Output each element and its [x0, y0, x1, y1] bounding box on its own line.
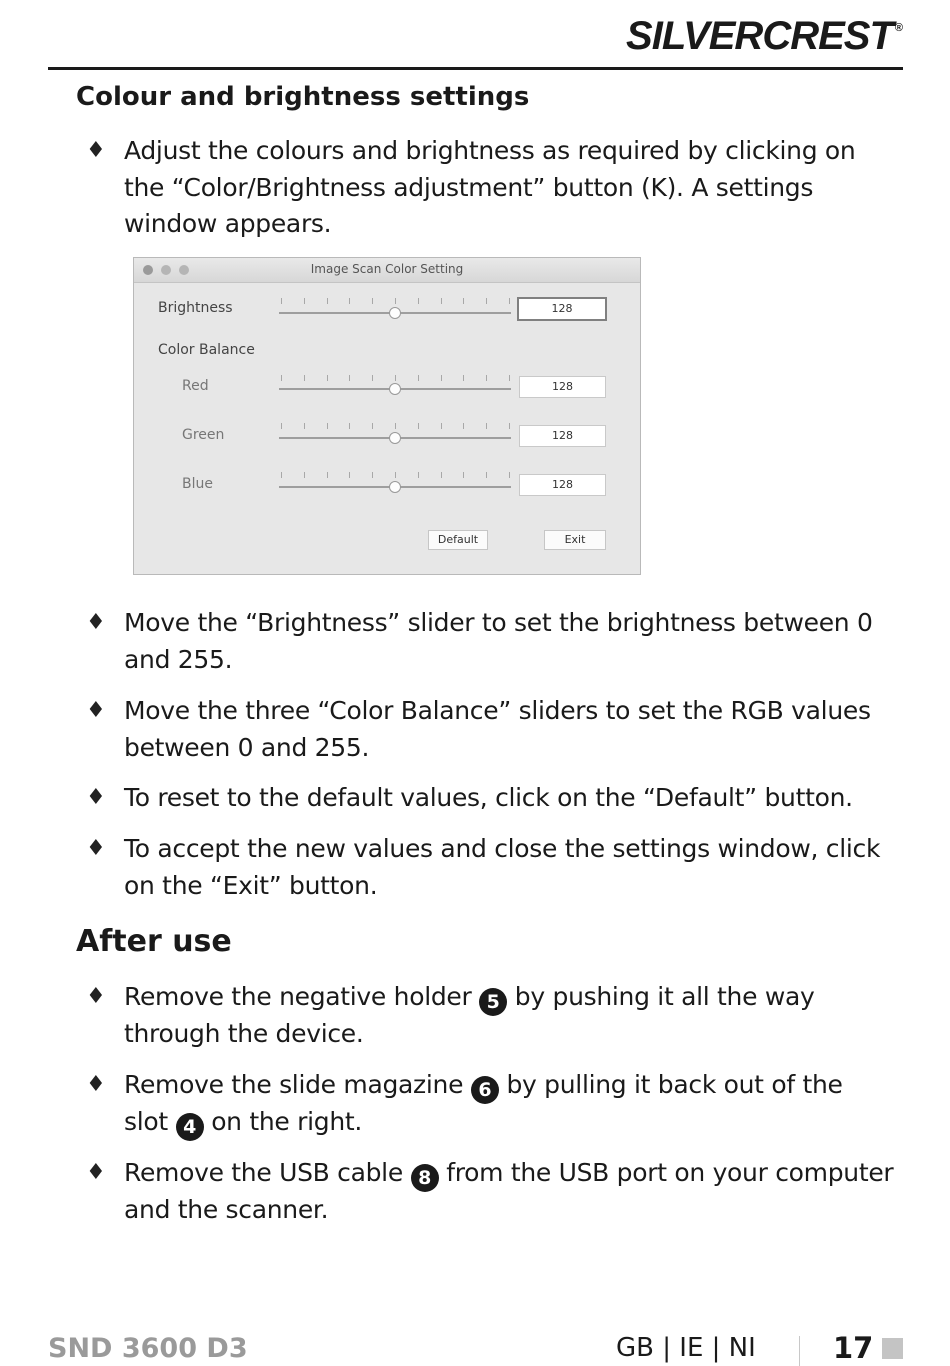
slider-tick — [327, 375, 328, 381]
slider-tick — [441, 472, 442, 478]
slider-tick — [509, 375, 510, 381]
slider-tick — [349, 472, 350, 478]
brightness-value-field[interactable]: 128 — [517, 297, 607, 321]
red-slider-knob[interactable] — [389, 383, 401, 395]
slider-tick — [304, 472, 305, 478]
slider-tick — [349, 375, 350, 381]
slider-tick — [509, 298, 510, 304]
section-title-after-use: After use — [76, 924, 232, 959]
slider-tick — [395, 298, 396, 304]
slider-tick — [395, 423, 396, 429]
bullet-icon: ♦ — [86, 836, 106, 861]
instruction-brightness-slider: Move the “Brightness” slider to set the brightness between 0 and 255. — [124, 608, 873, 674]
red-ticks — [281, 375, 509, 381]
bullet-icon: ♦ — [86, 1072, 106, 1097]
slider-tick — [463, 472, 464, 478]
slider-tick — [281, 423, 282, 429]
red-value-field[interactable]: 128 — [519, 376, 606, 398]
brightness-slider[interactable] — [279, 312, 511, 314]
bullet-icon: ♦ — [86, 610, 106, 635]
red-label: Red — [182, 378, 209, 394]
slider-tick — [372, 423, 373, 429]
section-title-colour-brightness: Colour and brightness settings — [76, 82, 530, 112]
instruction-default: To reset to the default values, click on the “Default” button. — [124, 783, 853, 812]
color-setting-window — [133, 257, 641, 575]
slider-tick — [463, 298, 464, 304]
brightness-slider-knob[interactable] — [389, 307, 401, 319]
language-codes: GB | IE | NI — [616, 1333, 756, 1363]
slider-tick — [418, 375, 419, 381]
blue-ticks — [281, 472, 509, 478]
instruction-adjust-colours: Adjust the colours and brightness as required by clicking on the “Color/Brightness adjustment” button (K). A settings window appears. — [124, 136, 856, 238]
brand-logo: SILVERCREST ® — [626, 14, 902, 58]
instruction-color-balance: Move the three “Color Balance” sliders to set the RGB values between 0 and 255. — [124, 696, 871, 762]
slider-tick — [327, 423, 328, 429]
slider-tick — [395, 472, 396, 478]
bullet-icon: ♦ — [86, 1160, 106, 1185]
bullet-icon: ♦ — [86, 984, 106, 1009]
green-slider-knob[interactable] — [389, 432, 401, 444]
slider-tick — [486, 472, 487, 478]
slider-tick — [486, 423, 487, 429]
exit-button[interactable]: Exit — [544, 530, 606, 550]
blue-slider[interactable] — [279, 486, 511, 488]
bullet-icon: ♦ — [86, 138, 106, 163]
bullet-icon: ♦ — [86, 698, 106, 723]
slider-tick — [486, 298, 487, 304]
slider-tick — [463, 375, 464, 381]
slider-tick — [463, 423, 464, 429]
green-label: Green — [182, 427, 225, 443]
slider-tick — [349, 423, 350, 429]
slider-tick — [372, 472, 373, 478]
green-slider[interactable] — [279, 437, 511, 439]
green-value-field[interactable]: 128 — [519, 425, 606, 447]
slider-tick — [418, 472, 419, 478]
window-title: Image Scan Color Setting — [310, 262, 464, 276]
brightness-label: Brightness — [158, 300, 233, 316]
slider-tick — [395, 375, 396, 381]
slider-tick — [349, 298, 350, 304]
bullet-icon: ♦ — [86, 785, 106, 810]
slider-tick — [418, 298, 419, 304]
window-titlebar — [134, 258, 640, 283]
blue-slider-knob[interactable] — [389, 481, 401, 493]
slider-tick — [281, 375, 282, 381]
slider-tick — [509, 472, 510, 478]
slider-tick — [441, 298, 442, 304]
slider-tick — [304, 423, 305, 429]
slider-tick — [441, 375, 442, 381]
number-badge-icon: 8 — [411, 1164, 439, 1192]
red-slider[interactable] — [279, 388, 511, 390]
instruction-remove-usb-cable: Remove the USB cable 8 from the USB port on your computer and the scanner. — [124, 1158, 894, 1224]
slider-tick — [486, 375, 487, 381]
slider-tick — [281, 472, 282, 478]
green-ticks — [281, 423, 509, 429]
number-badge-icon: 6 — [471, 1076, 499, 1104]
number-badge-icon: 5 — [479, 988, 507, 1016]
slider-tick — [304, 375, 305, 381]
instruction-exit: To accept the new values and close the settings window, click on the “Exit” button. — [124, 834, 881, 900]
slider-tick — [509, 423, 510, 429]
model-number: SND 3600 D3 — [48, 1333, 248, 1364]
color-balance-label: Color Balance — [158, 342, 255, 358]
header-rule — [48, 67, 903, 70]
slider-tick — [372, 375, 373, 381]
slider-tick — [304, 298, 305, 304]
brightness-ticks — [281, 298, 509, 304]
footer-divider — [799, 1336, 800, 1366]
slider-tick — [372, 298, 373, 304]
page-marker-icon — [882, 1338, 903, 1359]
instruction-remove-negative-holder: Remove the negative holder 5 by pushing it all the way through the device. — [124, 982, 815, 1048]
page-number: 17 — [833, 1331, 874, 1365]
blue-label: Blue — [182, 476, 213, 492]
slider-tick — [327, 472, 328, 478]
slider-tick — [441, 423, 442, 429]
slider-tick — [418, 423, 419, 429]
slider-tick — [327, 298, 328, 304]
blue-value-field[interactable]: 128 — [519, 474, 606, 496]
number-badge-icon: 4 — [176, 1113, 204, 1141]
slider-tick — [281, 298, 282, 304]
default-button[interactable]: Default — [428, 530, 488, 550]
instruction-remove-slide-magazine: Remove the slide magazine 6 by pulling it back out of the slot 4 on the right. — [124, 1067, 894, 1141]
